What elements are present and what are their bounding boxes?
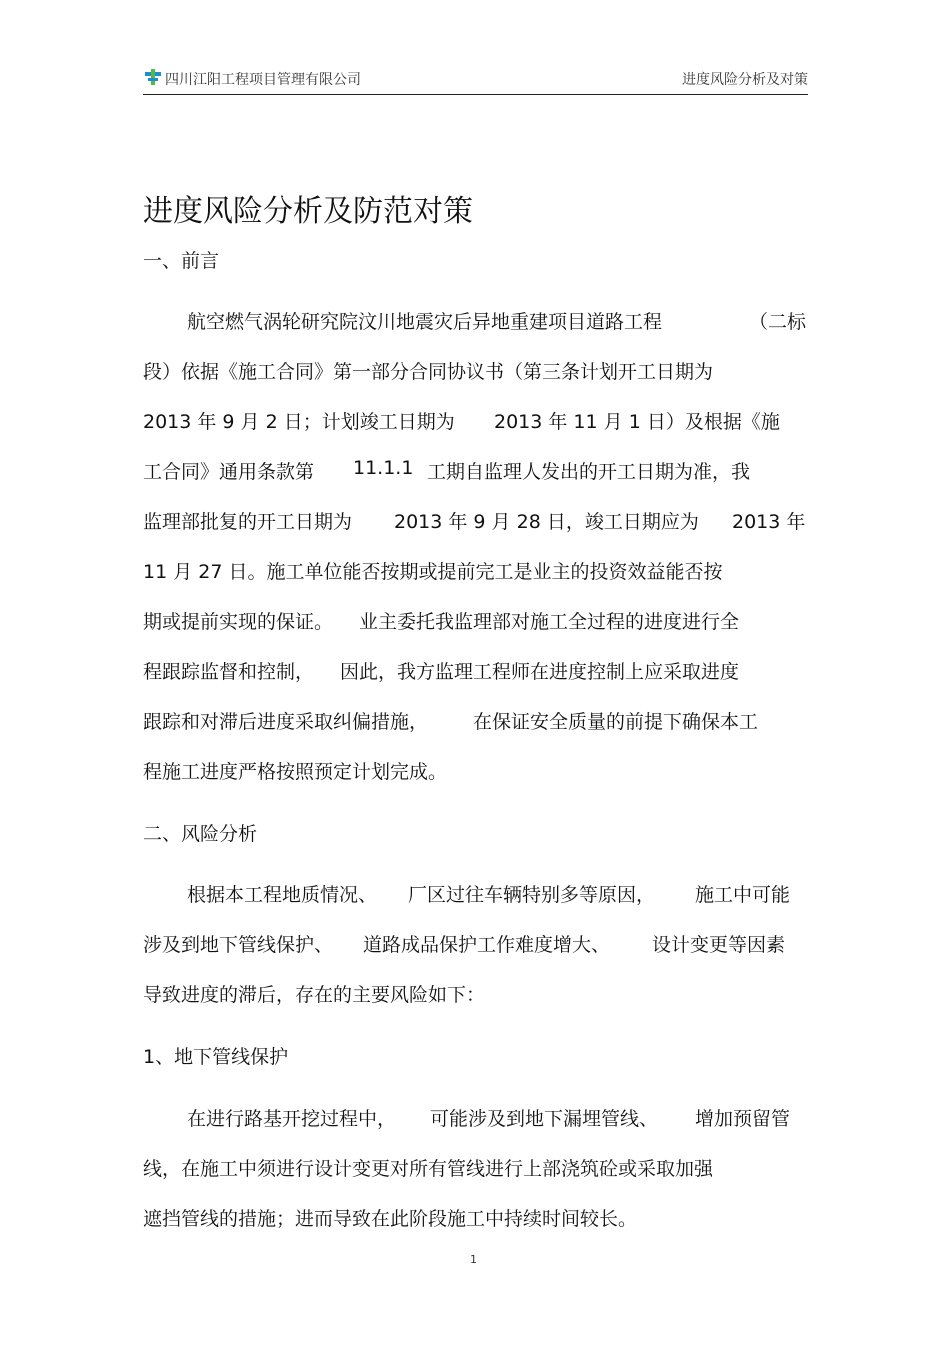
company-name: 四川江阳工程项目管理有限公司 bbox=[165, 72, 361, 88]
text-line: 2013 年 9 月 28 日，竣工日期应为 bbox=[394, 511, 699, 533]
text-line: 根据本工程地质情况、 bbox=[187, 884, 378, 906]
section-heading-preface: 一、前言 bbox=[143, 250, 220, 272]
text-line: 增加预留管 bbox=[695, 1108, 791, 1130]
text-line: 程跟踪监督和控制， bbox=[143, 661, 315, 683]
text-line: 2013 年 11 月 1 日）及根据《施 bbox=[494, 411, 780, 433]
text-line: 涉及到地下管线保护、 bbox=[143, 934, 334, 956]
text-line: 可能涉及到地下漏埋管线、 bbox=[430, 1108, 659, 1130]
section-heading-risk-analysis: 二、风险分析 bbox=[143, 823, 258, 845]
text-line: 11 月 27 日。施工单位能否按期或提前完工是业主的投资效益能否按 bbox=[143, 561, 723, 583]
text-line: 11.1.1 bbox=[353, 457, 414, 479]
text-line: 遮挡管线的措施；进而导致在此阶段施工中持续时间较长。 bbox=[143, 1208, 638, 1230]
header-section-title: 进度风险分析及对策 bbox=[682, 72, 808, 88]
text-line: 程施工进度严格按照预定计划完成。 bbox=[143, 761, 448, 783]
text-line: 施工中可能 bbox=[695, 884, 791, 906]
text-line: （二标 bbox=[749, 311, 807, 333]
text-line: 在进行路基开挖过程中， bbox=[187, 1108, 397, 1130]
text-line: 导致进度的滞后，存在的主要风险如下： bbox=[143, 984, 486, 1006]
text-line: 监理部批复的开工日期为 bbox=[143, 511, 353, 533]
text-line: 设计变更等因素 bbox=[652, 934, 786, 956]
page-number: 1 bbox=[470, 1253, 477, 1266]
text-line: 工合同》通用条款第 bbox=[143, 461, 315, 483]
text-line: 在保证安全质量的前提下确保本工 bbox=[473, 711, 759, 733]
text-line: 工期自监理人发出的开工日期为准，我 bbox=[427, 461, 751, 483]
text-line: 2013 年 bbox=[732, 511, 806, 533]
text-line: 道路成品保护工作难度增大、 bbox=[363, 934, 611, 956]
document-title: 进度风险分析及防范对策 bbox=[143, 194, 473, 229]
subsection-heading-pipeline: 1、地下管线保护 bbox=[143, 1046, 289, 1068]
text-line: 因此，我方监理工程师在进度控制上应采取进度 bbox=[340, 661, 740, 683]
page-header bbox=[143, 64, 808, 95]
text-line: 厂区过往车辆特别多等原因， bbox=[408, 884, 656, 906]
text-line: 航空燃气涡轮研究院汶川地震灾后异地重建项目道路工程 bbox=[187, 311, 663, 333]
text-line: 期或提前实现的保证。 bbox=[143, 611, 334, 633]
text-line: 跟踪和对滞后进度采取纠偏措施， bbox=[143, 711, 429, 733]
company-logo-icon bbox=[143, 67, 163, 87]
text-line: 2013 年 9 月 2 日；计划竣工日期为 bbox=[143, 411, 455, 433]
text-line: 段）依据《施工合同》第一部分合同协议书（第三条计划开工日期为 bbox=[143, 361, 714, 383]
text-line: 线，在施工中须进行设计变更对所有管线进行上部浇筑砼或采取加强 bbox=[143, 1158, 714, 1180]
text-line: 业主委托我监理部对施工全过程的进度进行全 bbox=[359, 611, 740, 633]
